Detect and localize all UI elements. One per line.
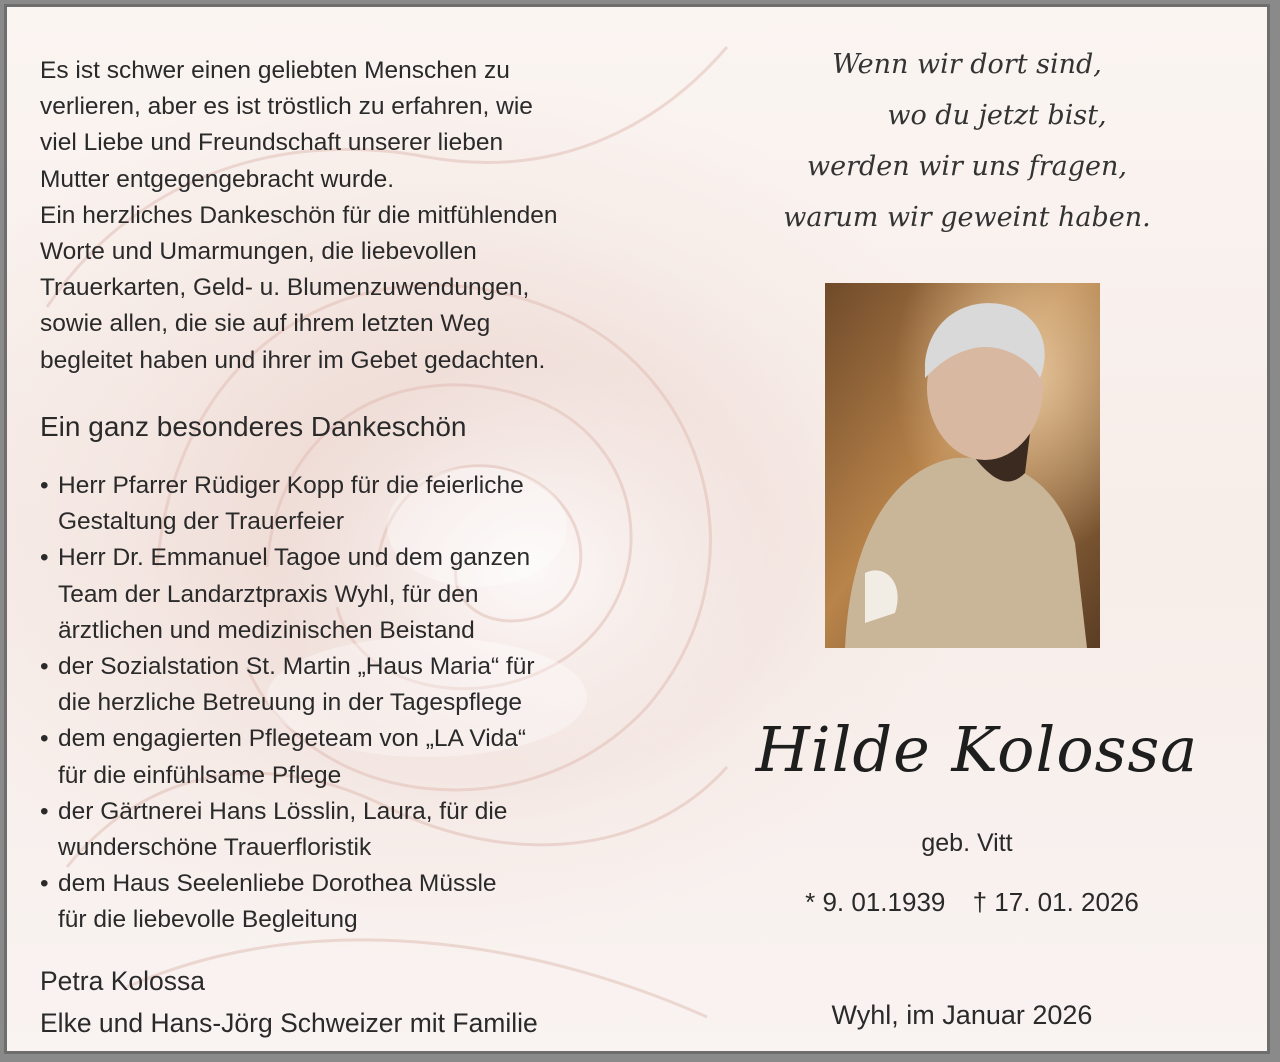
intro-line: verlieren, aber es ist tröstlich zu erfahren, wie — [40, 93, 533, 121]
poem-line: werden wir uns fragen, — [807, 151, 1127, 182]
list-item: • Herr Pfarrer Rüdiger Kopp für die feierliche Gestaltung der Trauerfeier — [40, 468, 690, 540]
signatures — [40, 960, 538, 1044]
poem-line: warum wir geweint haben. — [783, 202, 1151, 233]
list-item: • dem Haus Seelenliebe Dorothea Müssle für die liebevolle Begleitung — [40, 866, 690, 938]
intro-line: Es ist schwer einen geliebten Menschen zu — [40, 57, 510, 84]
signature-line: Elke und Hans-Jörg Schweizer mit Familie — [40, 1008, 538, 1038]
intro-line: Ein herzliches Dankeschön für die mitfühlenden — [40, 201, 558, 229]
deceased-name: Hilde Kolossa — [755, 713, 1199, 786]
special-thanks-heading: Ein ganz besonderes Dankeschön — [40, 411, 467, 442]
birth-date: * 9. 01.1939 — [805, 887, 946, 917]
death-date: † 17. 01. 2026 — [972, 887, 1139, 917]
portrait-photo — [825, 283, 1100, 648]
birth-name: geb. Vitt — [921, 829, 1013, 857]
poem — [777, 39, 1157, 243]
list-item: • dem engagierten Pflegeteam von „LA Vida“ für die einfühlsame Pflege — [40, 721, 690, 793]
intro-line: Mutter entgegengebracht wurde. — [40, 165, 395, 193]
intro-line: begleitet haben und ihrer im Gebet gedachten. — [40, 346, 546, 374]
intro-line: viel Liebe und Freundschaft unserer lieben — [40, 129, 504, 157]
obituary-card — [4, 4, 1270, 1054]
poem-line: Wenn wir dort sind, — [832, 49, 1102, 80]
intro-line: sowie allen, die sie auf ihrem letzten Weg — [40, 310, 491, 338]
intro-line: Trauerkarten, Geld- u. Blumenzuwendungen, — [40, 274, 530, 302]
place-and-date: Wyhl, im Januar 2026 — [831, 1000, 1093, 1030]
life-dates — [787, 887, 1157, 918]
poem-line: wo du jetzt bist, — [887, 100, 1107, 131]
signature-line: Petra Kolossa — [40, 966, 205, 996]
thanks-list — [40, 468, 690, 939]
intro-text — [40, 53, 680, 379]
list-item: • der Sozialstation St. Martin „Haus Maria“ für die herzliche Betreuung in der Tagespflege — [40, 649, 690, 721]
intro-line: Worte und Umarmungen, die liebevollen — [40, 238, 477, 266]
list-item: • der Gärtnerei Hans Lösslin, Laura, für die wunderschöne Trauerfloristik — [40, 794, 690, 866]
list-item: • Herr Dr. Emmanuel Tagoe und dem ganzen Team der Landarztpraxis Wyhl, für den ärztlichen und medizinischen Beistand — [40, 540, 690, 649]
